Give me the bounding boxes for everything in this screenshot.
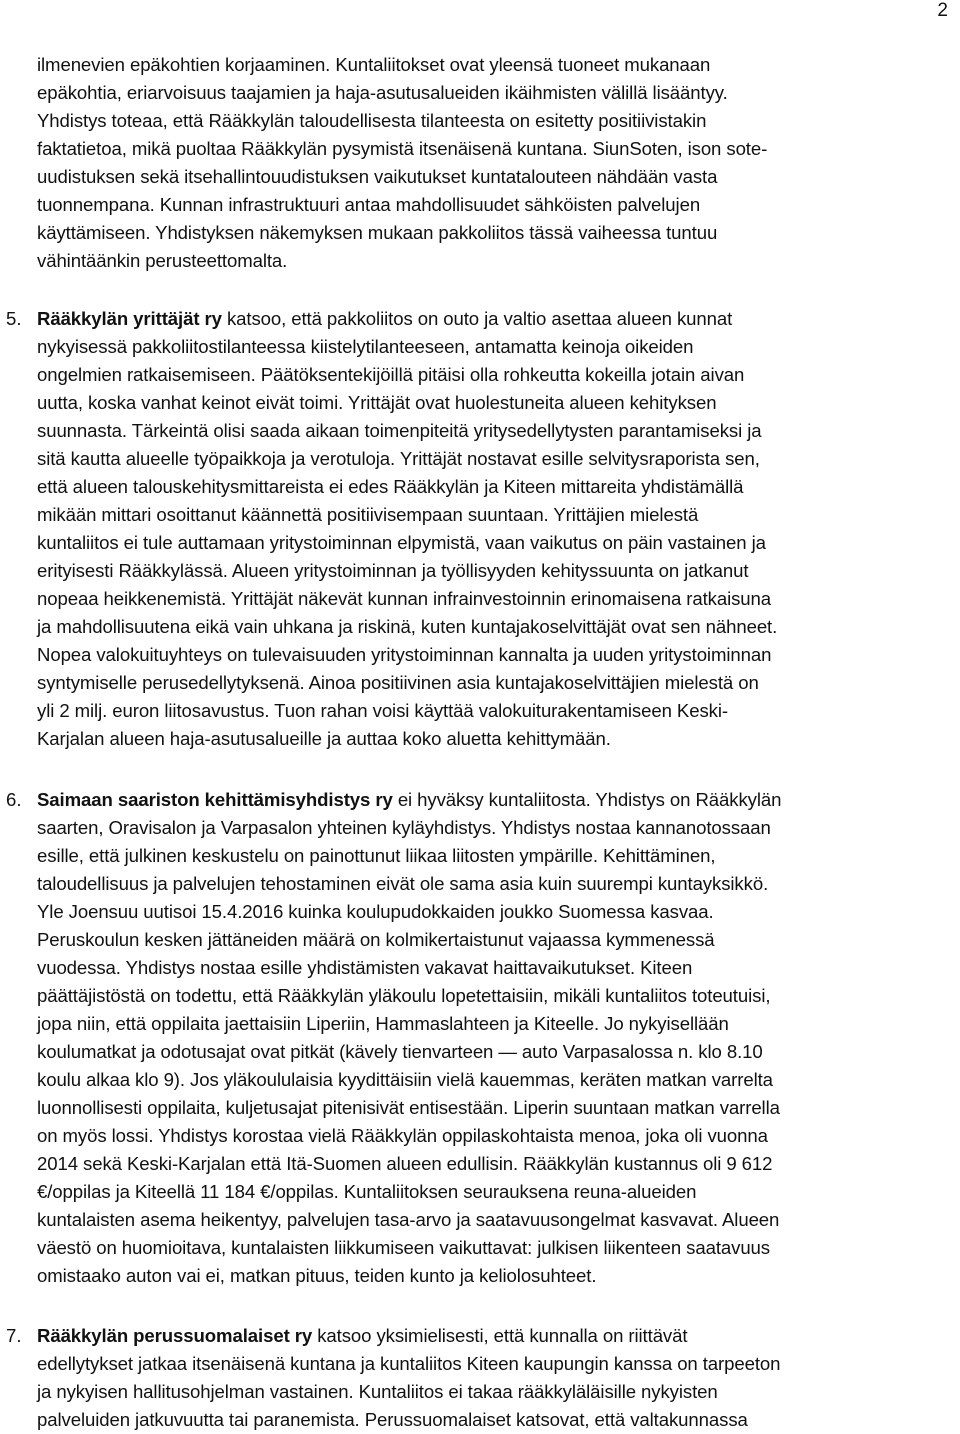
text-line: tuonnempana. Kunnan infrastruktuuri antaa mahdollisuudet sähköisten palvelujen (37, 194, 701, 215)
text-line: ja nykyisen hallitusohjelman vastainen. Kuntaliitos ei takaa rääkkyläläisille nykyisten (37, 1381, 718, 1402)
text-line: että alueen talouskehitysmittareista ei edes Rääkkylän ja Kiteen mittareita yhdistämällä (37, 476, 744, 497)
text-line: Nopea valokuituyhteys on tulevaisuuden yritystoiminnan kannalta ja uuden yritystoiminnan (37, 644, 772, 665)
text-line: luonnollisesti oppilaita, kuljetusajat pitenisivät entisestään. Liperin suuntaan matkan varrella (37, 1097, 780, 1118)
text-line: yli 2 milj. euron liitosavustus. Tuon rahan voisi käyttää valokuiturakentamiseen Keski- (37, 700, 728, 721)
text-line (37, 305, 959, 333)
text-line: vähintäänkin perusteettomalta. (37, 250, 288, 271)
item-number: 7. (6, 1325, 22, 1346)
text-line: saarten, Oravisalon ja Varpasalon yhteinen kyläyhdistys. Yhdistys nostaa kannanotossaan (37, 817, 771, 838)
text-line: kuntalaisten asema heikentyy, palvelujen tasa-arvo ja saatavuusongelmat kasvavat. Alueen (37, 1209, 780, 1230)
text-line: Yle Joensuu uutisoi 15.4.2016 kuinka koulupudokkaiden joukko Suomessa kasvaa. (37, 901, 714, 922)
organization-name: Rääkkylän yrittäjät ry (37, 308, 222, 329)
text-fragment: katsoo yksimielisesti, että kunnalla on riittävät (312, 1325, 688, 1346)
text-line: Yhdistys toteaa, että Rääkkylän taloudellisesta tilanteesta on esitetty positiivistakin (37, 110, 707, 131)
text-line: taloudellisuus ja palvelujen tehostaminen eivät ole sama asia kuin suurempi kuntayksikkö. (37, 873, 769, 894)
text-line: koulu alkaa klo 9). Jos yläkoululaisia kyydittäisiin vielä kauemmas, keräten matkan varrelta (37, 1069, 773, 1090)
text-line: esille, että julkinen keskustelu on painottunut liikaa liitosten ympärille. Kehittäminen, (37, 845, 716, 866)
list-item-7 (0, 1322, 960, 1434)
list-item-5 (0, 305, 960, 753)
intro-paragraph (37, 51, 959, 275)
text-line: ilmenevien epäkohtien korjaaminen. Kuntaliitokset ovat yleensä tuoneet mukanaan (37, 54, 711, 75)
text-line: koulumatkat ja odotusajat ovat pitkät (kävely tienvarteen — auto Varpasalossa n. klo 8.10 (37, 1041, 763, 1062)
text-line (37, 786, 959, 814)
organization-name: Saimaan saariston kehittämisyhdistys ry (37, 789, 393, 810)
text-line: erityisesti Rääkkylässä. Alueen yritystoiminnan ja työllisyyden kehityssuunta on jatkanut (37, 560, 749, 581)
text-line: ongelmien ratkaisemiseen. Päätöksentekijöillä pitäisi olla rohkeutta kokeilla jotain aivan (37, 364, 745, 385)
text-line: vuodessa. Yhdistys nostaa esille yhdistämisten vakavat haittavaikutukset. Kiteen (37, 957, 693, 978)
text-line: edellytykset jatkaa itsenäisenä kuntana ja kuntaliitos Kiteen kaupungin kanssa on tarpeeton (37, 1353, 781, 1374)
text-fragment: katsoo, että pakkoliitos on outo ja valtio asettaa alueen kunnat (221, 308, 733, 329)
text-fragment: ei hyväksy kuntaliitosta. Yhdistys on Rääkkylän (392, 789, 782, 810)
item-paragraph (37, 786, 959, 1290)
item-number: 5. (6, 308, 22, 329)
text-line (37, 1322, 959, 1350)
text-line: €/oppilas ja Kiteellä 11 184 €/oppilas. Kuntaliitoksen seurauksena reuna-alueiden (37, 1181, 697, 1202)
text-line: jopa niin, että oppilaita jaettaisiin Liperiin, Hammaslahteen ja Kiteelle. Jo nykyisellään (37, 1013, 729, 1034)
text-line: ja mahdollisuutena eikä vain uhkana ja riskinä, kuten kuntajakoselvittäjät ovat sen nähneet. (37, 616, 778, 637)
text-line: faktatietoa, mikä puoltaa Rääkkylän pysymistä itsenäisenä kuntana. SiunSoten, ison sote- (37, 138, 768, 159)
page-number: 2 (937, 0, 948, 21)
item-paragraph (37, 305, 959, 753)
text-line: kuntaliitos ei tule auttamaan yritystoiminnan elpymistä, vaan vaikutus on päin vastainen ja (37, 532, 766, 553)
text-line: Peruskoulun kesken jättäneiden määrä on kolmikertaistunut vajaassa kymmenessä (37, 929, 715, 950)
list-item-6 (0, 786, 960, 1290)
text-line: on myös lossi. Yhdistys korostaa vielä Rääkkylän oppilaskohtaista menoa, joka oli vuonna (37, 1125, 768, 1146)
text-line: päättäjistöstä on todettu, että Rääkkylän yläkoulu lopetettaisiin, mikäli kuntaliitos toteutuisi, (37, 985, 771, 1006)
text-line: 2014 sekä Keski-Karjalan että Itä-Suomen alueen edullisin. Rääkkylän kustannus oli 9 612 (37, 1153, 773, 1174)
text-line: uutta, koska vanhat keinot eivät toimi. Yrittäjät ovat huolestuneita alueen kehityksen (37, 392, 717, 413)
item-number: 6. (6, 789, 22, 810)
text-line: väestö on huomioitava, kuntalaisten liikkumiseen vaikuttavat: julkisen liikenteen saatavuus (37, 1237, 770, 1258)
text-line: omistaako auton vai ei, matkan pituus, teiden kunto ja keliolosuhteet. (37, 1265, 597, 1286)
text-line: syntymiselle perusedellytyksenä. Ainoa positiivinen asia kuntajakoselvittäjien mielestä on (37, 672, 759, 693)
item-paragraph (37, 1322, 959, 1434)
text-line: mikään mittari osoittanut käännettä positiivisempaan suuntaan. Yrittäjien mielestä (37, 504, 699, 525)
text-line: nykyisessä pakkoliitostilanteessa kiistelytilanteeseen, antamatta keinoja oikeiden (37, 336, 694, 357)
text-line: Karjalan alueen haja-asutusalueille ja auttaa koko aluetta kehittymään. (37, 728, 611, 749)
text-line: uudistuksen sekä itsehallintouudistuksen vaikutukset kuntatalouteen nähdään vasta (37, 166, 718, 187)
organization-name: Rääkkylän perussuomalaiset ry (37, 1325, 313, 1346)
text-line: palveluiden jatkuvuutta tai paranemista. Perussuomalaiset katsovat, että valtakunnassa (37, 1409, 748, 1430)
text-line: epäkohtia, eriarvoisuus taajamien ja haja-asutusalueiden ikäihmisten välillä lisääntyy. (37, 82, 728, 103)
text-line: käyttämiseen. Yhdistyksen näkemyksen mukaan pakkoliitos tässä vaiheessa tuntuu (37, 222, 718, 243)
text-line: suunnasta. Tärkeintä olisi saada aikaan toimenpiteitä yritysedellytysten parantamiseksi ja (37, 420, 762, 441)
text-line: nopeaa heikkenemistä. Yrittäjät näkevät kunnan infrainvestoinnin erinomaisena ratkaisuna (37, 588, 772, 609)
text-line: sitä kautta alueelle työpaikkoja ja verotuloja. Yrittäjät nostavat esille selvitysraporista sen, (37, 448, 760, 469)
